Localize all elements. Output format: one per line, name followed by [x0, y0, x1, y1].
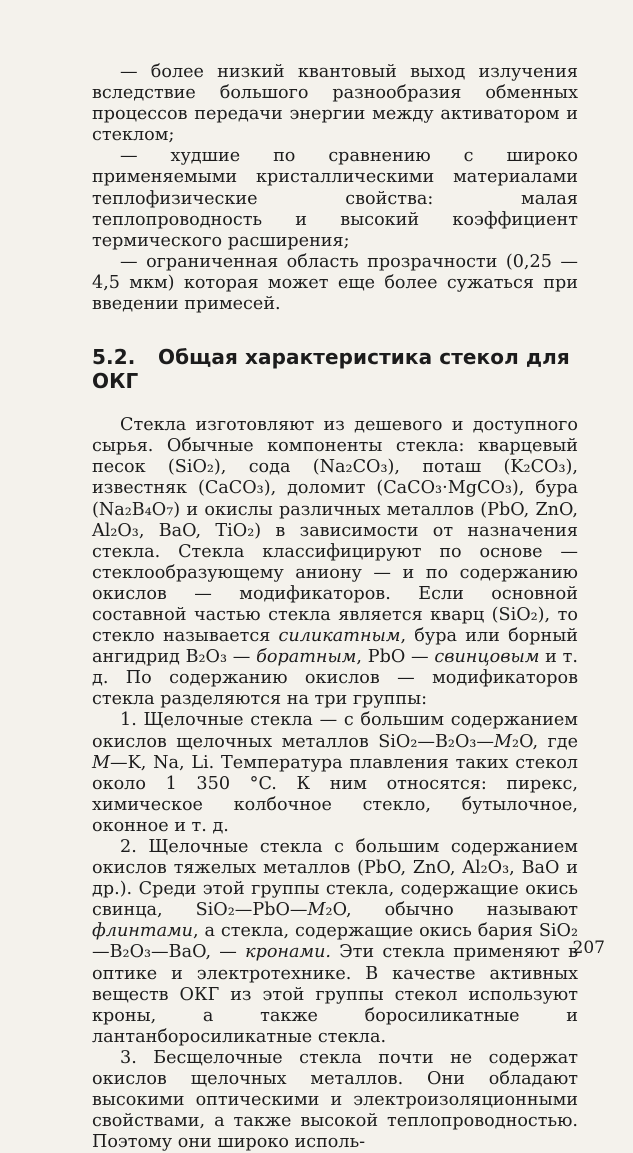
- italic-term: M: [307, 900, 326, 921]
- section-title: Общая характеристика стекол для ОКГ: [92, 345, 570, 394]
- text-run: ₂O, обычно называют: [325, 900, 578, 921]
- body-paragraph: [92, 415, 578, 710]
- text-run: и т. д. По содержанию окислов — модификаторов стекла разделяются на три группы:: [92, 647, 578, 710]
- text-run: , а стекла, содержащие окись бария SiO₂—B₂O₃—BaO, —: [92, 921, 578, 963]
- intro-paragraph: — ограниченная область прозрачности (0,25 — 4,5 мкм) которая может еще более сужаться при введении примесей.: [92, 251, 578, 315]
- intro-paragraph: — более низкий квантовый выход излучения вследствие большого разнообразия обменных процессов передачи энергии между активатором и стеклом;: [92, 62, 578, 146]
- body-paragraph: [92, 1048, 578, 1153]
- body-paragraph: [92, 710, 578, 837]
- italic-term: M: [92, 752, 111, 773]
- italic-term: флинтами: [92, 921, 193, 942]
- text-run: , бура или борный ангидрид B₂O₃ —: [92, 626, 578, 668]
- text-run: ₂O, где: [512, 731, 578, 752]
- italic-term: боратным: [256, 647, 357, 668]
- text-run: , PbO —: [356, 647, 435, 668]
- body-paragraph: [92, 837, 578, 1048]
- italic-term: M: [494, 731, 513, 752]
- italic-term: кронами.: [245, 942, 332, 963]
- italic-term: свинцовым: [434, 647, 540, 668]
- text-run: Эти стекла применяют в оптике и электротехнике. В качестве активных веществ ОКГ из этой группы стекол используют кроны, а также боросиликатные и лантанборосиликатные стекла.: [92, 942, 578, 1047]
- text-run: —K, Na, Li. Температура плавления таких стекол около 1 350 °C. К ним относятся: пирекс, химическое колбочное стекло, бутылочное, оконное и т. д.: [92, 752, 578, 836]
- italic-term: силикатным: [278, 626, 401, 647]
- text-run: 2. Щелочные стекла с большим содержанием окислов тяжелых металлов (PbO, ZnO, Al₂O₃, BaO и др.). Среди этой группы стекла, содержащие окись свинца, SiO₂—PbO—: [92, 837, 578, 921]
- section-number: 5.2.: [92, 345, 136, 370]
- page-number: 207: [572, 938, 605, 958]
- intro-paragraph: — худшие по сравнению с широко применяемыми кристаллическими материалами теплофизические свойства: малая теплопроводность и высокий коэффициент термического расширения;: [92, 146, 578, 251]
- text-run: 3. Бесщелочные стекла почти не содержат окислов щелочных металлов. Они обладают высокими оптическими и электроизоляционными свойствами, а также высокой теплопроводностью. Поэтому они широко исполь-: [92, 1047, 578, 1153]
- text-run: 1. Щелочные стекла — с большим содержанием окислов щелочных металлов SiO₂—B₂O₃—: [92, 710, 578, 752]
- section-heading: [92, 345, 578, 393]
- page-text: [92, 62, 578, 1153]
- text-run: Стекла изготовляют из дешевого и доступного сырья. Обычные компоненты стекла: кварцевый песок (SiO₂), сода (Na₂CO₃), поташ (K₂CO₃), известняк (CaCO₃), доломит (CaCO₃·MgCO₃), бура (Na₂B₄O₇) и окислы различных металлов (PbO, ZnO, Al₂O₃, BaO, TiO₂) в зависимости от назначения стекла. Стекла классифицируют по основе — стеклообразующему аниону — и по содержанию окислов — модификаторов. Если основной составной частью стекла является кварц (SiO₂), то стекло называется: [92, 415, 578, 647]
